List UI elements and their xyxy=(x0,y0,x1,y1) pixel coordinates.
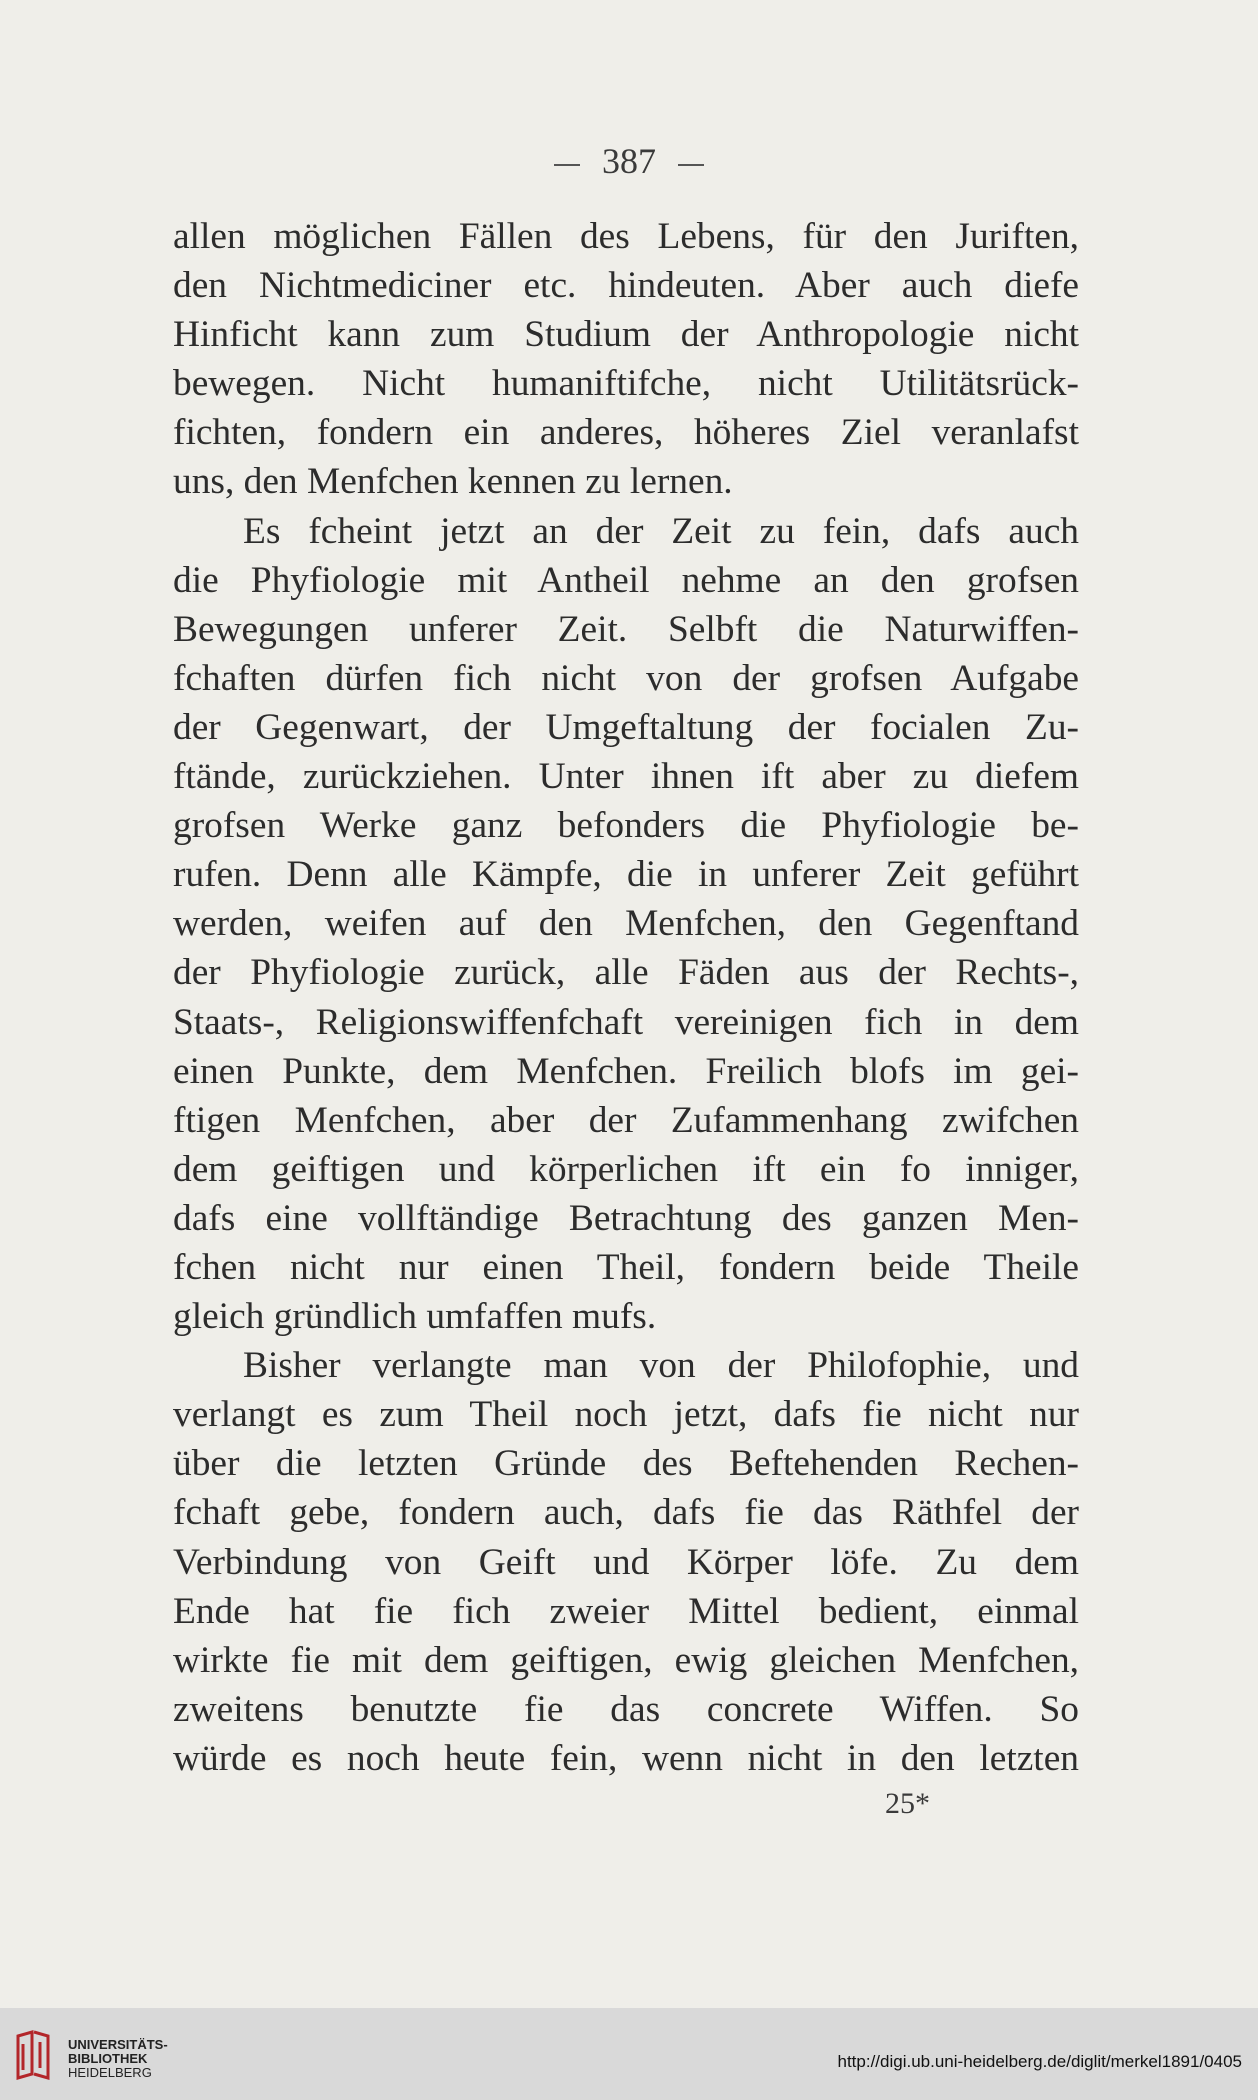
text-line: die Phyfiologie mit Antheil nehme an den grofsen xyxy=(173,559,1079,601)
ub-heidelberg-logo-icon xyxy=(12,2030,54,2080)
text-line: bewegen. Nicht humaniftifche, nicht Utilitätsrück- xyxy=(173,363,1079,405)
page-number: 387 xyxy=(602,141,656,181)
library-line-1: UNIVERSITÄTS- xyxy=(68,2037,168,2052)
text-line: Ende hat fie fich zweier Mittel bedient, einmal xyxy=(173,1590,1079,1632)
body-text xyxy=(173,212,1079,1783)
text-line: würde es noch heute fein, wenn nicht in den letzten xyxy=(173,1737,1079,1779)
text-line: rufen. Denn alle Kämpfe, die in unferer Zeit geführt xyxy=(173,854,1079,896)
text-line: gleich gründlich umfaffen mufs. xyxy=(173,1296,657,1338)
text-line: ftände, zurückziehen. Unter ihnen ift aber zu diefem xyxy=(173,756,1079,798)
footer-bar xyxy=(0,2008,1258,2100)
text-line: Bisher verlangte man von der Philofophie, und xyxy=(243,1345,1079,1387)
library-line-3: HEIDELBERG xyxy=(68,2065,152,2080)
text-line: fchaften dürfen fich nicht von der grofsen Aufgabe xyxy=(173,657,1079,699)
text-line: ftigen Menfchen, aber der Zufammenhang zwifchen xyxy=(173,1099,1079,1141)
header-dash-right xyxy=(678,164,704,166)
text-line: zweitens benutzte fie das concrete Wiffen. So xyxy=(173,1688,1079,1730)
header-dash-left xyxy=(554,164,580,166)
text-line: der Phyfiologie zurück, alle Fäden aus der Rechts-, xyxy=(173,952,1079,994)
library-name xyxy=(68,2038,168,2080)
text-line: dem geiftigen und körperlichen ift ein fo inniger, xyxy=(173,1148,1079,1190)
text-line: fchaft gebe, fondern auch, dafs fie das Räthfel der xyxy=(173,1492,1079,1534)
text-line: Hinficht kann zum Studium der Anthropologie nicht xyxy=(173,314,1079,356)
text-line: Staats-, Religionswiffenfchaft vereinigen fich in dem xyxy=(173,1001,1079,1043)
text-line: allen möglichen Fällen des Lebens, für den Juriften, xyxy=(173,216,1079,257)
text-line: einen Punkte, dem Menfchen. Freilich blofs im gei- xyxy=(173,1050,1079,1092)
page-header xyxy=(0,140,1258,182)
library-line-2: BIBLIOTHEK xyxy=(68,2051,148,2066)
text-line: Bewegungen unferer Zeit. Selbft die Naturwiffen- xyxy=(173,608,1079,650)
text-line: fichten, fondern ein anderes, höheres Ziel veranlafst xyxy=(173,412,1079,454)
text-line: uns, den Menfchen kennen zu lernen. xyxy=(173,461,733,503)
text-line: werden, weifen auf den Menfchen, den Gegenftand xyxy=(173,903,1079,945)
text-line: über die letzten Gründe des Beftehenden Rechen- xyxy=(173,1443,1079,1485)
text-line: der Gegenwart, der Umgeftaltung der focialen Zu- xyxy=(173,706,1079,748)
text-line: wirkte fie mit dem geiftigen, ewig gleichen Menfchen, xyxy=(173,1639,1079,1681)
text-line: fchen nicht nur einen Theil, fondern beide Theile xyxy=(173,1246,1079,1288)
signature-mark: 25* xyxy=(885,1787,930,1820)
text-line: den Nichtmediciner etc. hindeuten. Aber auch diefe xyxy=(173,265,1079,307)
text-line: dafs eine vollftändige Betrachtung des ganzen Men- xyxy=(173,1197,1079,1239)
permalink-url[interactable]: http://digi.ub.uni-heidelberg.de/diglit/merkel1891/0405 xyxy=(837,2052,1242,2071)
text-line: grofsen Werke ganz befonders die Phyfiologie be- xyxy=(173,805,1079,847)
text-line: Verbindung von Geift und Körper löfe. Zu dem xyxy=(173,1541,1079,1583)
text-line: verlangt es zum Theil noch jetzt, dafs fie nicht nur xyxy=(173,1394,1079,1436)
text-line: Es fcheint jetzt an der Zeit zu fein, dafs auch xyxy=(243,510,1079,552)
